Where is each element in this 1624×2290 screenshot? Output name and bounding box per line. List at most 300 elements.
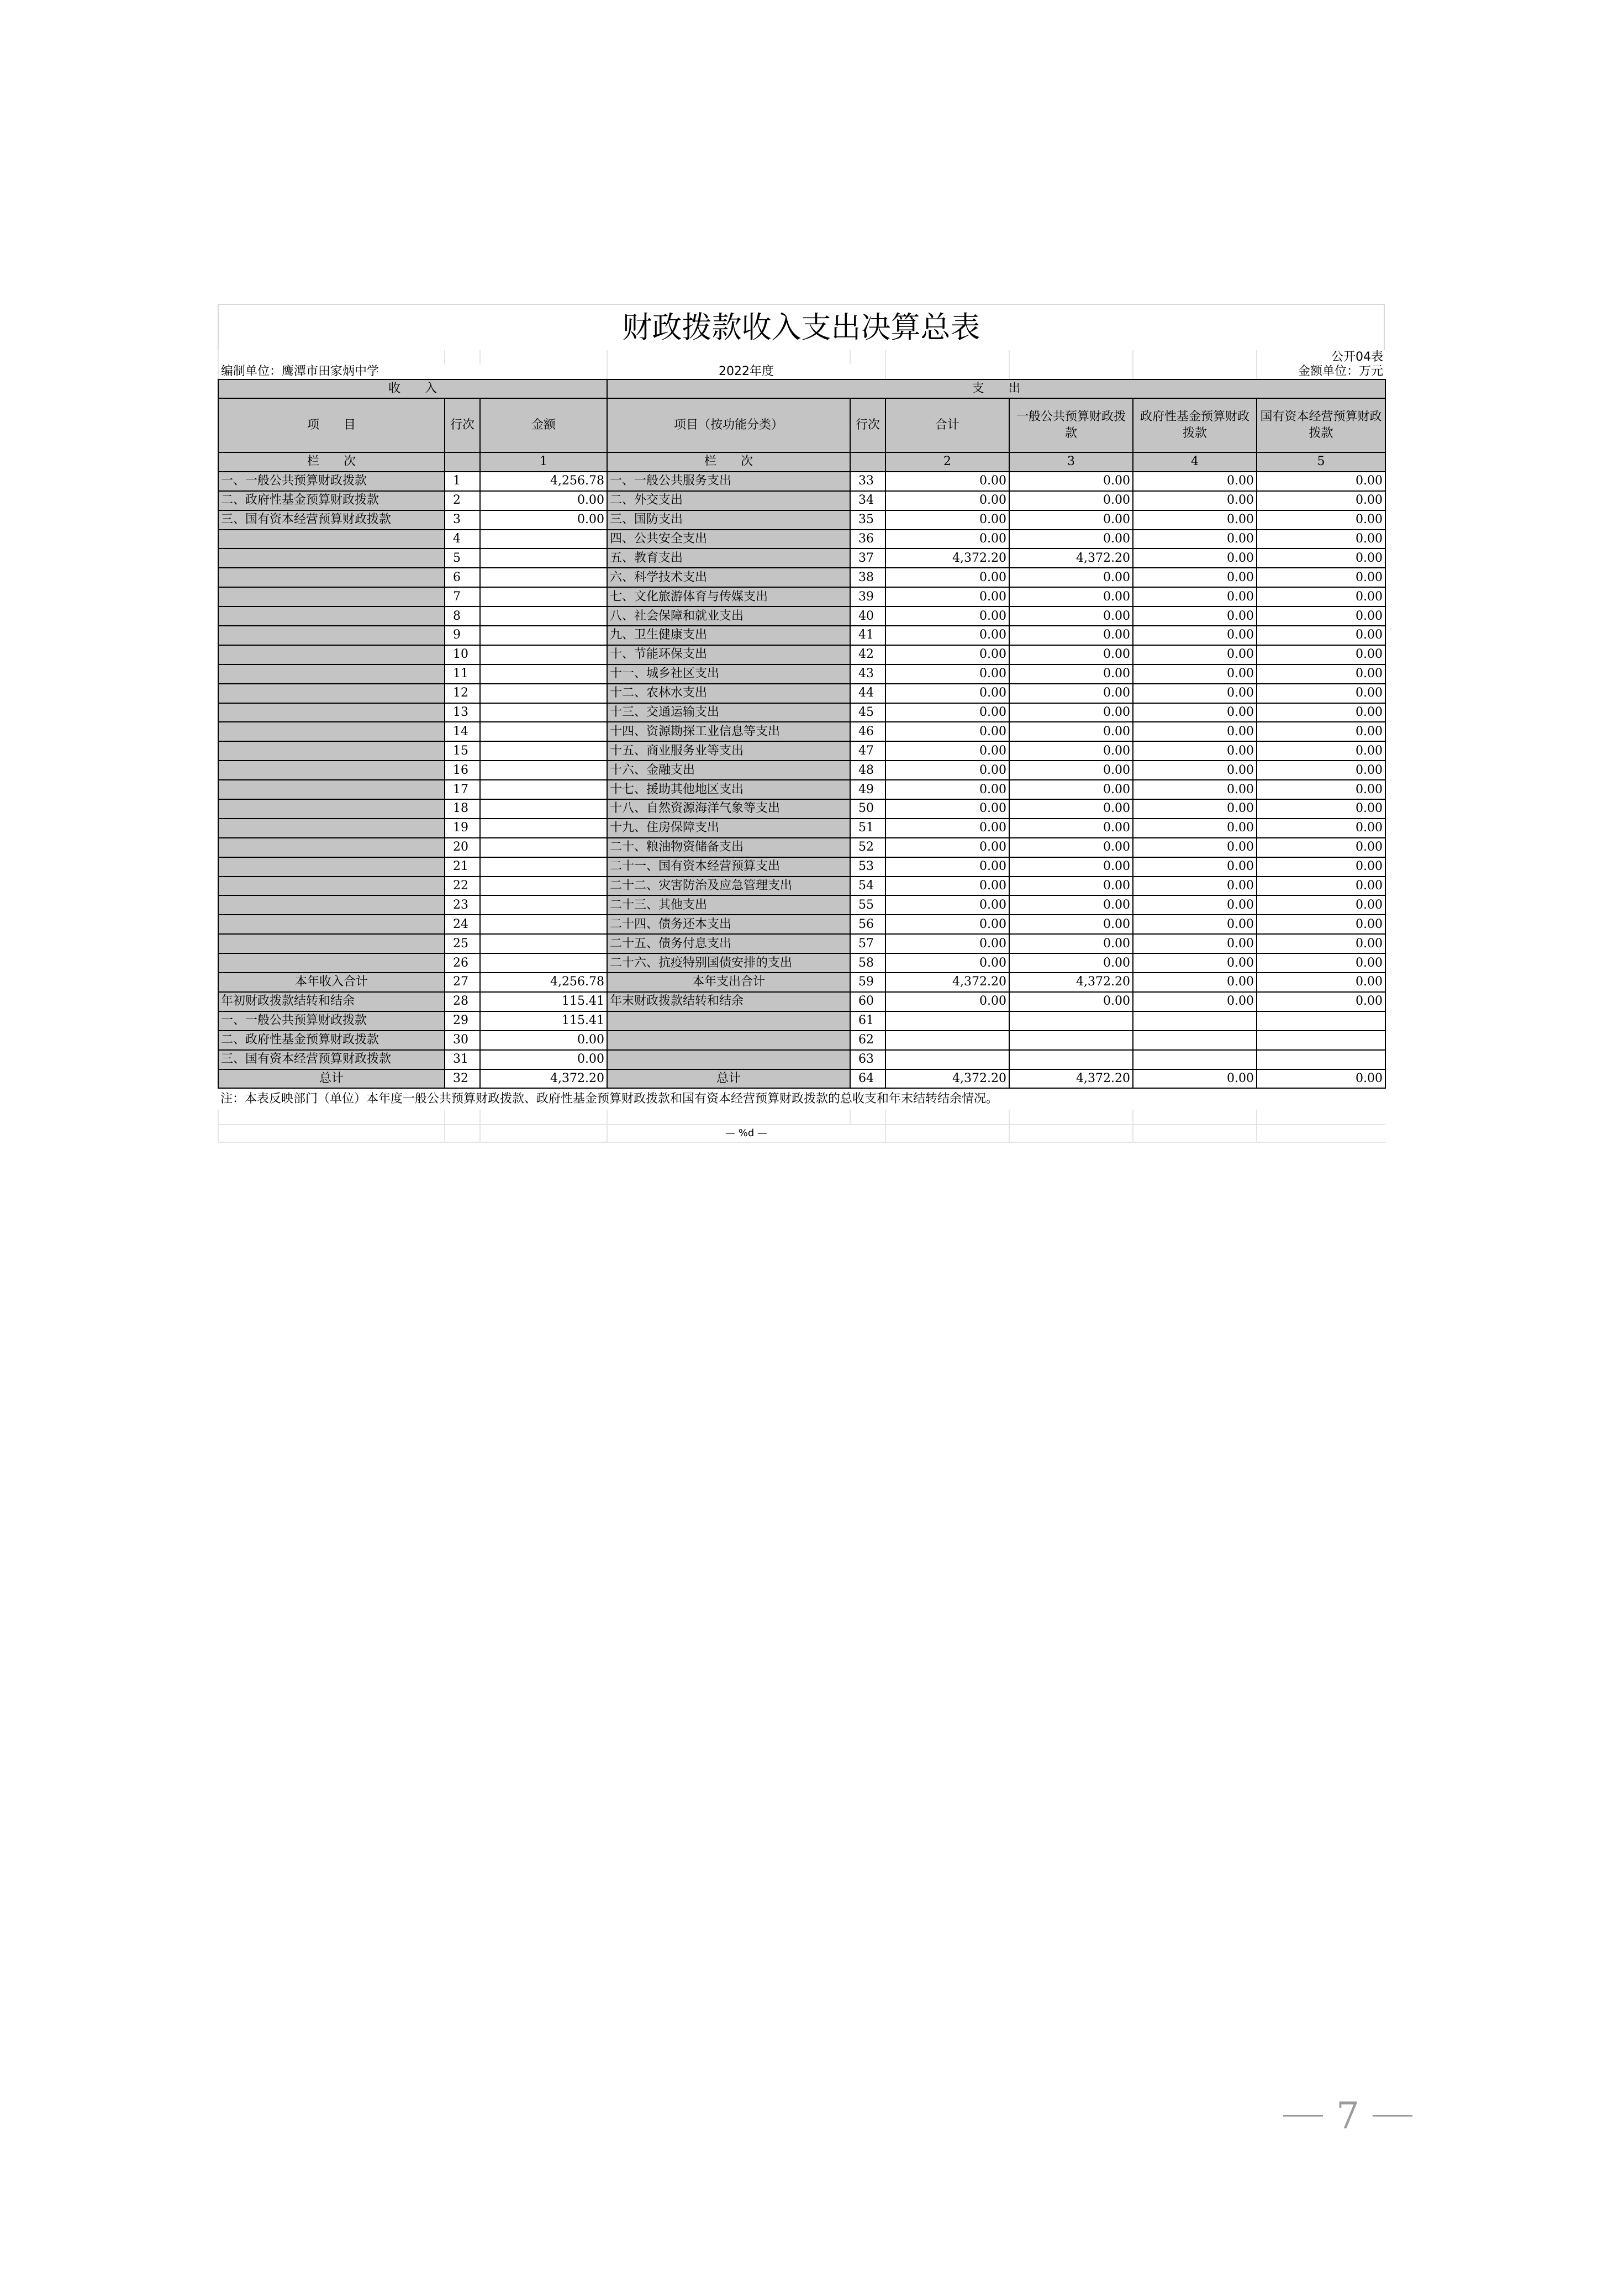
table-row [218,1031,1385,1050]
income-item-cell: 三、国有资本经营预算财政拨款 [218,1050,445,1069]
state-capital-cell [1257,1050,1385,1069]
col-index-3: 3 [1009,452,1133,472]
income-item-cell [218,722,445,741]
table-row [218,722,1385,741]
table-row [218,1011,1385,1031]
fund-budget-cell: 0.00 [1133,895,1257,915]
income-item-cell [218,934,445,953]
income-item-cell [218,568,445,587]
total-cell: 4,372.20 [885,973,1009,992]
expense-line-cell: 63 [850,1050,885,1069]
dash-left [1283,2115,1323,2117]
total-cell: 0.00 [885,472,1009,491]
income-amount-cell: 0.00 [480,1031,607,1050]
fund-budget-cell: 0.00 [1133,761,1257,780]
income-amount-cell [480,703,607,722]
header-general-budget: 一般公共预算财政拨款 [1009,398,1133,452]
general-budget-cell: 4,372.20 [1009,548,1133,568]
state-capital-cell: 0.00 [1257,606,1385,626]
income-item-cell: 二、政府性基金预算财政拨款 [218,1031,445,1050]
income-line-cell: 7 [445,587,480,606]
general-budget-cell: 0.00 [1009,877,1133,896]
expense-item-cell: 二十二、灾害防治及应急管理支出 [607,877,850,896]
table-row [218,934,1385,953]
table-row [218,606,1385,626]
income-line-cell: 30 [445,1031,480,1050]
state-capital-cell: 0.00 [1257,587,1385,606]
income-line-cell: 26 [445,953,480,973]
income-amount-cell [480,548,607,568]
total-cell: 0.00 [885,491,1009,510]
state-capital-cell: 0.00 [1257,626,1385,645]
expense-line-cell: 44 [850,684,885,703]
income-item-cell: 一、一般公共预算财政拨款 [218,1011,445,1031]
income-amount-cell: 115.41 [480,1011,607,1031]
total-cell [885,1050,1009,1069]
general-budget-cell: 0.00 [1009,472,1133,491]
total-cell: 0.00 [885,857,1009,877]
income-amount-cell: 0.00 [480,491,607,510]
total-cell: 0.00 [885,568,1009,587]
income-amount-cell: 0.00 [480,1050,607,1069]
fund-budget-cell: 0.00 [1133,838,1257,857]
expense-item-cell: 十四、资源勘探工业信息等支出 [607,722,850,741]
total-cell: 0.00 [885,587,1009,606]
table-row [218,838,1385,857]
money-unit: 金额单位：万元 [1257,365,1385,379]
income-item-cell [218,741,445,761]
state-capital-cell: 0.00 [1257,530,1385,549]
fund-budget-cell: 0.00 [1133,799,1257,819]
expense-item-cell: 二十三、其他支出 [607,895,850,915]
expense-item-cell: 一、一般公共服务支出 [607,472,850,491]
expense-line-cell: 41 [850,626,885,645]
income-line-cell: 19 [445,819,480,838]
general-budget-cell [1009,1031,1133,1050]
table-row [218,510,1385,530]
income-amount-cell [480,664,607,684]
general-budget-cell: 0.00 [1009,664,1133,684]
state-capital-cell: 0.00 [1257,819,1385,838]
income-amount-cell [480,838,607,857]
total-cell: 0.00 [885,684,1009,703]
income-line-cell: 18 [445,799,480,819]
expense-line-cell: 33 [850,472,885,491]
fund-budget-cell: 0.00 [1133,915,1257,934]
table-row [218,895,1385,915]
expense-line-cell: 40 [850,606,885,626]
general-budget-cell: 0.00 [1009,510,1133,530]
income-line-cell: 16 [445,761,480,780]
state-capital-cell: 0.00 [1257,722,1385,741]
total-cell: 0.00 [885,722,1009,741]
income-amount-cell [480,606,607,626]
expense-line-cell: 64 [850,1069,885,1089]
fund-budget-cell: 0.00 [1133,626,1257,645]
total-cell [885,1011,1009,1031]
expense-line-cell: 61 [850,1011,885,1031]
income-line-cell: 28 [445,992,480,1011]
income-line-cell: 13 [445,703,480,722]
expense-item-cell [607,1011,850,1031]
expense-section-header: 支 出 [607,379,1385,398]
income-amount-cell [480,953,607,973]
state-capital-cell: 0.00 [1257,915,1385,934]
income-line-cell: 17 [445,780,480,799]
income-line-cell: 32 [445,1069,480,1089]
income-amount-cell [480,645,607,664]
expense-item-cell: 二十四、债务还本支出 [607,915,850,934]
income-item-cell [218,684,445,703]
general-budget-cell: 0.00 [1009,741,1133,761]
state-capital-cell: 0.00 [1257,857,1385,877]
income-item-cell: 总计 [218,1069,445,1089]
general-budget-cell: 0.00 [1009,838,1133,857]
expense-line-cell: 42 [850,645,885,664]
expense-item-cell: 十七、援助其他地区支出 [607,780,850,799]
income-line-cell: 2 [445,491,480,510]
income-line-cell: 31 [445,1050,480,1069]
table-row [218,664,1385,684]
expense-item-cell: 四、公共安全支出 [607,530,850,549]
expense-item-cell: 三、国防支出 [607,510,850,530]
expense-line-cell: 54 [850,877,885,896]
fund-budget-cell: 0.00 [1133,973,1257,992]
income-amount-cell [480,895,607,915]
table-row [218,992,1385,1011]
state-capital-cell: 0.00 [1257,799,1385,819]
fund-budget-cell: 0.00 [1133,472,1257,491]
total-cell: 0.00 [885,741,1009,761]
expense-item-cell: 十一、城乡社区支出 [607,664,850,684]
general-budget-cell: 4,372.20 [1009,973,1133,992]
income-amount-cell [480,684,607,703]
expense-line-cell: 57 [850,934,885,953]
state-capital-cell: 0.00 [1257,703,1385,722]
state-capital-cell: 0.00 [1257,664,1385,684]
income-item-cell [218,530,445,549]
fund-budget-cell: 0.00 [1133,1069,1257,1089]
total-cell: 0.00 [885,530,1009,549]
table-row [218,548,1385,568]
total-cell: 0.00 [885,645,1009,664]
table-row [218,780,1385,799]
income-item-cell: 本年收入合计 [218,973,445,992]
compiling-unit: 编制单位：鹰潭市田家炳中学 [218,365,607,379]
general-budget-cell: 0.00 [1009,992,1133,1011]
expense-item-cell: 二十六、抗疫特别国债安排的支出 [607,953,850,973]
table-row [218,684,1385,703]
state-capital-cell: 0.00 [1257,877,1385,896]
expense-line-cell: 50 [850,799,885,819]
state-capital-cell: 0.00 [1257,992,1385,1011]
report-title: 财政拨款收入支出决算总表 [218,304,1385,350]
table-row [218,626,1385,645]
income-item-cell [218,877,445,896]
header-amount: 金额 [480,398,607,452]
fund-budget-cell: 0.00 [1133,530,1257,549]
header-fund-budget: 政府性基金预算财政拨款 [1133,398,1257,452]
general-budget-cell: 0.00 [1009,645,1133,664]
total-cell: 0.00 [885,703,1009,722]
state-capital-cell: 0.00 [1257,895,1385,915]
income-line-cell: 12 [445,684,480,703]
expense-line-cell: 37 [850,548,885,568]
fund-budget-cell: 0.00 [1133,664,1257,684]
income-item-cell: 一、一般公共预算财政拨款 [218,472,445,491]
expense-item-cell: 二、外交支出 [607,491,850,510]
general-budget-cell: 0.00 [1009,895,1133,915]
general-budget-cell [1009,1011,1133,1031]
total-cell: 0.00 [885,953,1009,973]
total-cell: 0.00 [885,780,1009,799]
income-item-cell [218,780,445,799]
expense-line-cell: 60 [850,992,885,1011]
report-year: 2022年度 [607,365,885,379]
expense-item-cell: 年末财政拨款结转和结余 [607,992,850,1011]
state-capital-cell: 0.00 [1257,934,1385,953]
total-cell: 0.00 [885,915,1009,934]
income-item-cell [218,838,445,857]
col-index-5: 5 [1257,452,1385,472]
state-capital-cell: 0.00 [1257,510,1385,530]
income-line-cell: 6 [445,568,480,587]
income-section-header: 收 入 [218,379,607,398]
general-budget-cell: 0.00 [1009,953,1133,973]
header-line: 行次 [445,398,480,452]
general-budget-cell [1009,1050,1133,1069]
form-code: 公开04表 [1257,350,1385,365]
income-amount-cell [480,780,607,799]
table-row [218,1050,1385,1069]
income-item-cell: 二、政府性基金预算财政拨款 [218,491,445,510]
total-cell [885,1031,1009,1050]
table-row [218,973,1385,992]
income-item-cell [218,664,445,684]
expense-item-cell: 十九、住房保障支出 [607,819,850,838]
state-capital-cell: 0.00 [1257,491,1385,510]
state-capital-cell: 0.00 [1257,761,1385,780]
total-cell: 0.00 [885,877,1009,896]
income-line-cell: 25 [445,934,480,953]
income-item-cell: 三、国有资本经营预算财政拨款 [218,510,445,530]
general-budget-cell: 0.00 [1009,780,1133,799]
expense-item-cell: 十五、商业服务业等支出 [607,741,850,761]
table-row [218,491,1385,510]
income-amount-cell [480,741,607,761]
state-capital-cell: 0.00 [1257,973,1385,992]
total-cell: 0.00 [885,992,1009,1011]
income-line-cell: 5 [445,548,480,568]
general-budget-cell: 0.00 [1009,722,1133,741]
income-amount-cell [480,915,607,934]
expense-item-cell: 十八、自然资源海洋气象等支出 [607,799,850,819]
fund-budget-cell: 0.00 [1133,703,1257,722]
fund-budget-cell: 0.00 [1133,780,1257,799]
expense-line-cell: 53 [850,857,885,877]
header-item: 项 目 [218,398,445,452]
expense-line-cell: 34 [850,491,885,510]
income-amount-cell [480,857,607,877]
table-row [218,568,1385,587]
report-sheet [218,304,1385,1143]
income-amount-cell [480,626,607,645]
fund-budget-cell: 0.00 [1133,857,1257,877]
state-capital-cell: 0.00 [1257,568,1385,587]
income-line-cell: 29 [445,1011,480,1031]
fund-budget-cell: 0.00 [1133,491,1257,510]
income-line-cell: 15 [445,741,480,761]
col-index-2: 2 [885,452,1009,472]
income-item-cell [218,645,445,664]
table-row [218,799,1385,819]
fund-budget-cell: 0.00 [1133,587,1257,606]
expense-line-cell: 39 [850,587,885,606]
income-line-cell: 27 [445,973,480,992]
total-cell: 0.00 [885,761,1009,780]
income-amount-cell [480,877,607,896]
income-amount-cell: 4,372.20 [480,1069,607,1089]
income-amount-cell [480,934,607,953]
general-budget-cell: 0.00 [1009,684,1133,703]
table-row [218,761,1385,780]
expense-line-cell: 36 [850,530,885,549]
general-budget-cell: 0.00 [1009,915,1133,934]
income-amount-cell [480,587,607,606]
general-budget-cell: 0.00 [1009,703,1133,722]
general-budget-cell: 0.00 [1009,568,1133,587]
income-line-cell: 20 [445,838,480,857]
col-index-label-2: 栏 次 [607,452,850,472]
total-cell: 0.00 [885,799,1009,819]
expense-line-cell: 59 [850,973,885,992]
income-amount-cell [480,819,607,838]
total-cell: 0.00 [885,838,1009,857]
expense-line-cell: 48 [850,761,885,780]
state-capital-cell: 0.00 [1257,953,1385,973]
total-cell: 0.00 [885,606,1009,626]
general-budget-cell: 0.00 [1009,761,1133,780]
expense-line-cell: 46 [850,722,885,741]
col-index-4: 4 [1133,452,1257,472]
income-line-cell: 1 [445,472,480,491]
income-amount-cell: 0.00 [480,510,607,530]
expense-line-cell: 43 [850,664,885,684]
header-total: 合计 [885,398,1009,452]
expense-line-cell: 45 [850,703,885,722]
expense-item-cell [607,1050,850,1069]
income-line-cell: 3 [445,510,480,530]
expense-item-cell: 二十、粮油物资储备支出 [607,838,850,857]
income-item-cell [218,587,445,606]
fund-budget-cell: 0.00 [1133,568,1257,587]
total-cell: 4,372.20 [885,1069,1009,1089]
fund-budget-cell: 0.00 [1133,992,1257,1011]
expense-item-cell: 六、科学技术支出 [607,568,850,587]
income-line-cell: 23 [445,895,480,915]
fund-budget-cell: 0.00 [1133,722,1257,741]
income-line-cell: 21 [445,857,480,877]
fund-budget-cell: 0.00 [1133,953,1257,973]
table-row [218,953,1385,973]
expense-item-cell: 十、节能环保支出 [607,645,850,664]
income-item-cell [218,703,445,722]
total-cell: 4,372.20 [885,548,1009,568]
header-state-capital: 国有资本经营预算财政拨款 [1257,398,1385,452]
expense-line-cell: 58 [850,953,885,973]
expense-line-cell: 62 [850,1031,885,1050]
fund-budget-cell: 0.00 [1133,510,1257,530]
state-capital-cell: 0.00 [1257,684,1385,703]
total-cell: 0.00 [885,934,1009,953]
income-line-cell: 9 [445,626,480,645]
income-line-cell: 4 [445,530,480,549]
table-note: 注：本表反映部门（单位）本年度一般公共预算财政拨款、政府性基金预算财政拨款和国有资本经营预算财政拨款的总收支和年末结转结余情况。 [220,1092,999,1106]
table-row [218,703,1385,722]
general-budget-cell: 0.00 [1009,799,1133,819]
income-amount-cell: 4,256.78 [480,472,607,491]
income-line-cell: 8 [445,606,480,626]
fund-budget-cell [1133,1011,1257,1031]
income-item-cell [218,548,445,568]
fund-budget-cell [1133,1031,1257,1050]
expense-line-cell: 56 [850,915,885,934]
general-budget-cell: 0.00 [1009,606,1133,626]
state-capital-cell [1257,1011,1385,1031]
expense-item-cell: 十三、交通运输支出 [607,703,850,722]
expense-line-cell: 49 [850,780,885,799]
table-row [218,877,1385,896]
income-line-cell: 24 [445,915,480,934]
table-row [218,1069,1385,1089]
income-line-cell: 10 [445,645,480,664]
income-line-cell: 11 [445,664,480,684]
state-capital-cell: 0.00 [1257,472,1385,491]
table-row [218,587,1385,606]
state-capital-cell: 0.00 [1257,548,1385,568]
page-number-text: 7 [1336,2094,1359,2137]
income-amount-cell [480,568,607,587]
income-amount-cell [480,761,607,780]
state-capital-cell: 0.00 [1257,645,1385,664]
table-row [218,741,1385,761]
total-cell: 0.00 [885,664,1009,684]
fund-budget-cell: 0.00 [1133,877,1257,896]
expense-item-cell: 二十一、国有资本经营预算支出 [607,857,850,877]
expense-item-cell: 九、卫生健康支出 [607,626,850,645]
expense-line-cell: 52 [850,838,885,857]
expense-item-cell [607,1031,850,1050]
expense-item-cell: 二十五、债务付息支出 [607,934,850,953]
income-amount-cell [480,530,607,549]
income-item-cell: 年初财政拨款结转和结余 [218,992,445,1011]
general-budget-cell: 0.00 [1009,819,1133,838]
general-budget-cell: 0.00 [1009,934,1133,953]
expense-item-cell: 八、社会保障和就业支出 [607,606,850,626]
total-cell: 0.00 [885,510,1009,530]
income-line-cell: 14 [445,722,480,741]
expense-item-cell: 十二、农林水支出 [607,684,850,703]
budget-table [218,350,1386,1143]
fund-budget-cell [1133,1050,1257,1069]
state-capital-cell: 0.00 [1257,838,1385,857]
expense-item-cell: 总计 [607,1069,850,1089]
fund-budget-cell: 0.00 [1133,934,1257,953]
general-budget-cell: 0.00 [1009,626,1133,645]
col-index-label: 栏 次 [218,452,445,472]
income-item-cell [218,895,445,915]
state-capital-cell: 0.00 [1257,780,1385,799]
